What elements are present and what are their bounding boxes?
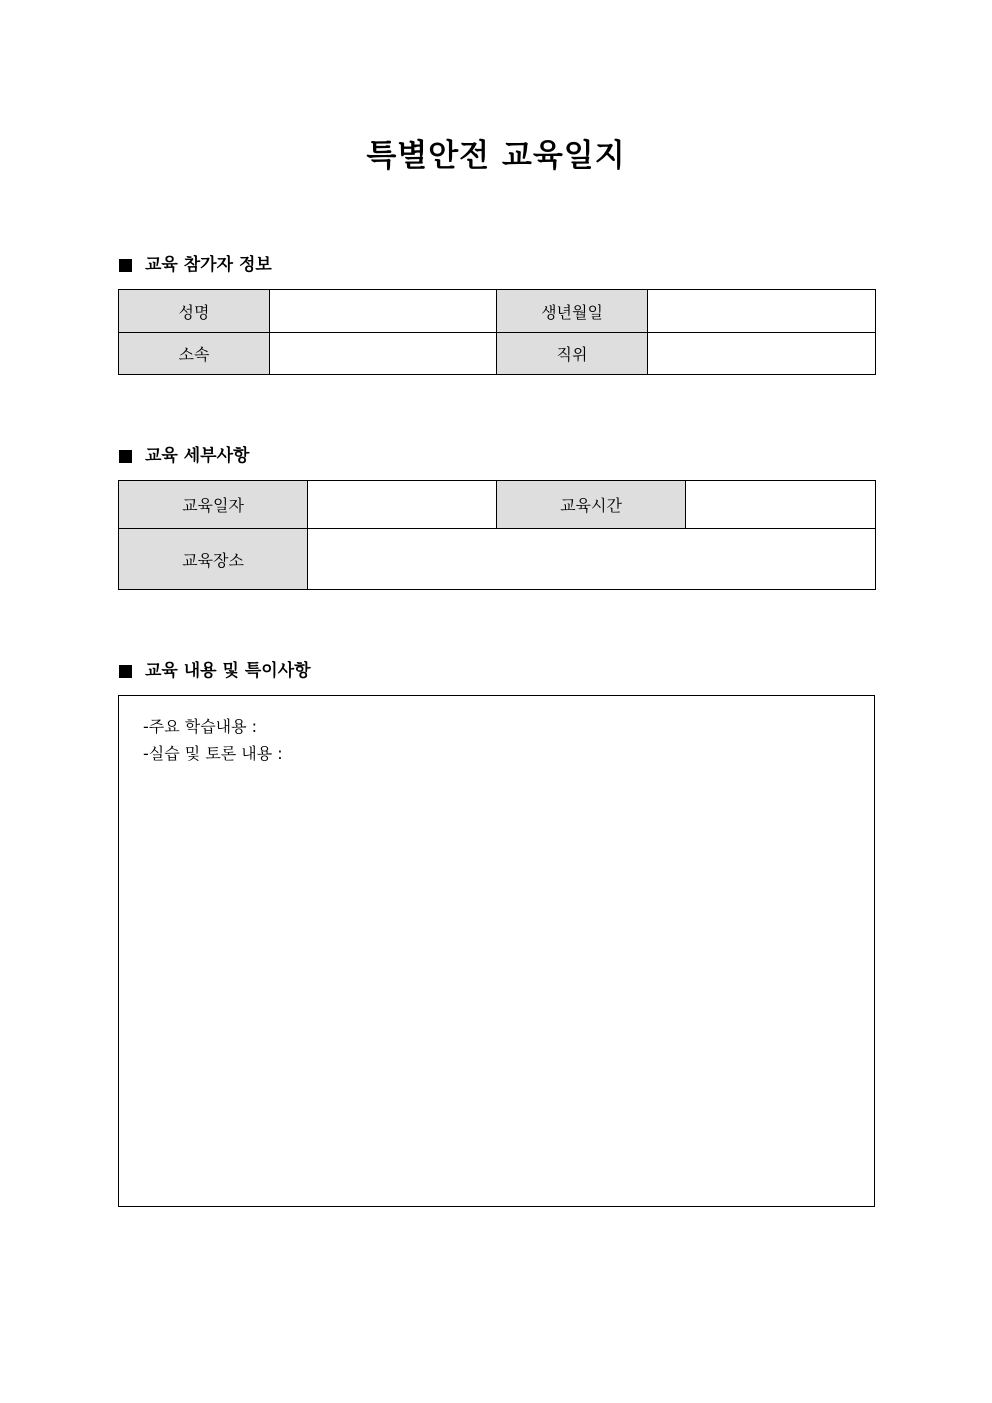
details-section-heading — [119, 444, 249, 468]
birthdate-field[interactable] — [648, 290, 876, 333]
place-label: 교육장소 — [119, 529, 308, 590]
square-bullet-icon — [119, 259, 132, 272]
time-field[interactable] — [686, 481, 876, 529]
participant-heading-text: 교육 참가자 정보 — [145, 255, 272, 275]
place-field[interactable] — [308, 529, 876, 590]
content-heading-text: 교육 내용 및 특이사항 — [145, 661, 311, 681]
affiliation-label: 소속 — [119, 333, 270, 375]
square-bullet-icon — [119, 450, 132, 463]
time-label: 교육시간 — [497, 481, 686, 529]
affiliation-field[interactable] — [270, 333, 497, 375]
participant-section-heading — [119, 253, 272, 277]
position-field[interactable] — [648, 333, 876, 375]
practice-discussion-line: -실습 및 토론 내용 : — [143, 744, 283, 763]
name-field[interactable] — [270, 290, 497, 333]
date-field[interactable] — [308, 481, 497, 529]
details-table — [118, 480, 876, 590]
position-label: 직위 — [497, 333, 648, 375]
details-heading-text: 교육 세부사항 — [145, 446, 250, 466]
birthdate-label: 생년월일 — [497, 290, 648, 333]
square-bullet-icon — [119, 665, 132, 678]
name-label: 성명 — [119, 290, 270, 333]
content-section-heading — [119, 659, 311, 683]
page-title: 특별안전 교육일지 — [366, 138, 626, 174]
date-label: 교육일자 — [119, 481, 308, 529]
main-learning-line: -주요 학습내용 : — [143, 717, 258, 736]
notes-box[interactable] — [118, 695, 875, 1207]
participant-table — [118, 289, 876, 375]
